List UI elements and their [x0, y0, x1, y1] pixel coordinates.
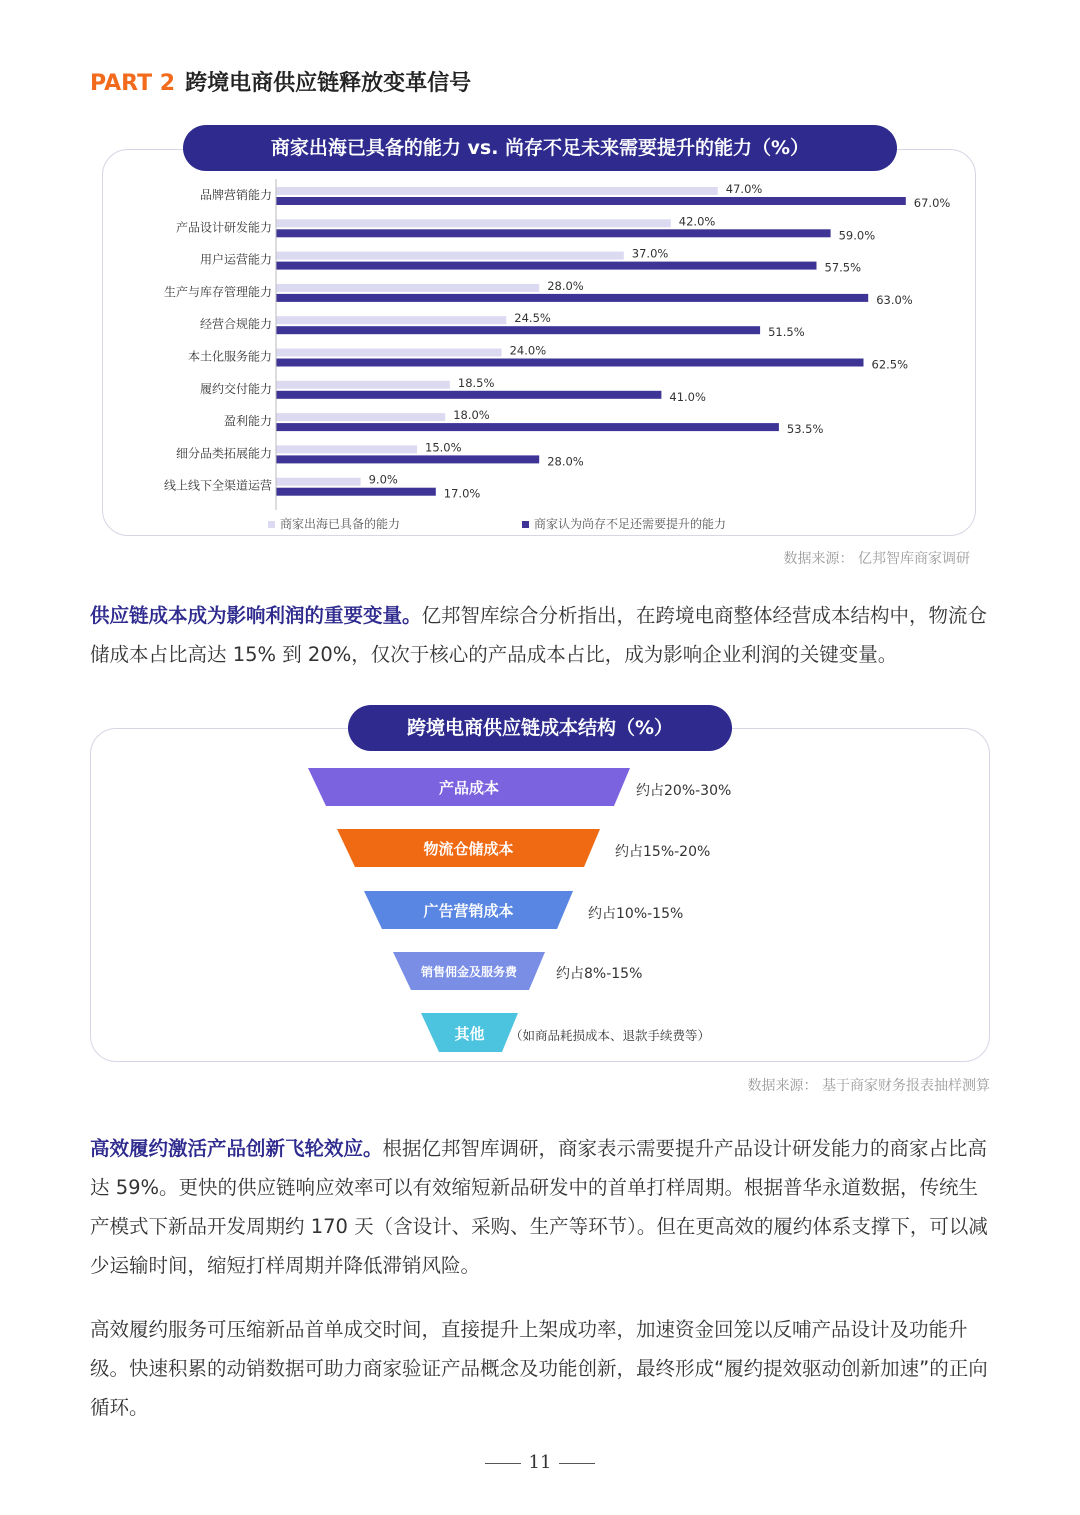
category-label: 盈利能力: [223, 414, 272, 429]
value-label-b: 63.0%: [876, 292, 913, 307]
legend-label-a: 商家出海已具备的能力: [280, 517, 401, 531]
category-label: 本土化服务能力: [187, 349, 272, 364]
category-label: 产品设计研发能力: [175, 220, 272, 235]
value-label-b: 57.5%: [824, 260, 862, 275]
category-label: 经营合规能力: [199, 317, 272, 332]
funnel-note-1: 约占20%-30%: [636, 783, 732, 799]
part-number: PART 2: [90, 71, 176, 96]
value-label-a: 15.0%: [425, 440, 462, 455]
funnel-note-5: （如商品耗损成本、退款手续费等）: [510, 1028, 711, 1043]
value-label-b: 62.5%: [871, 357, 909, 372]
legend-label-b: 商家认为尚存不足还需要提升的能力: [534, 517, 727, 531]
category-label: 用户运营能力: [199, 252, 272, 267]
funnel-title: 跨境电商供应链成本结构（%）: [348, 705, 732, 751]
value-label-a: 24.0%: [509, 343, 547, 358]
paragraph-lead: 高效履约激活产品创新飞轮效应。: [90, 1137, 383, 1160]
paragraph-body: 根据亿邦智库调研，商家表示需要提升产品设计研发能力的商家占比高达 59%。更快的供应链响应效率可以有效缩短新品研发中的首单打样周期。根据普华永道数据，传统生产模式下新品开发周期约 170 天（含设计、采购、生产等环节）。但在更高效的履约体系支撑下，可以减少运输时间，缩短打样周期并降低滞销风险。: [90, 1137, 988, 1277]
value-label-a: 42.0%: [678, 214, 716, 229]
funnel-note-2: 约占15%-20%: [615, 844, 711, 860]
paragraph-body: 高效履约服务可压缩新品首单成交时间，直接提升上架成功率，加速资金回笼以反哺产品设计及功能升级。快速积累的动销数据可助力商家验证产品概念及功能创新，最终形成“履约提效驱动创新加速”的正向循环。: [90, 1318, 988, 1419]
page-number: [0, 1452, 1080, 1473]
page-number-value: 11: [528, 1452, 552, 1473]
chart-source: 数据来源： 亿邦智库商家调研: [783, 551, 970, 567]
part-title: 跨境电商供应链释放变革信号: [185, 71, 472, 96]
page-number-line-left: [485, 1463, 521, 1464]
value-label-a: 9.0%: [368, 472, 398, 487]
value-label-b: 41.0%: [669, 389, 706, 404]
value-label-b: 67.0%: [913, 196, 951, 210]
paragraph-lead: 供应链成本成为影响利润的重要变量。: [90, 604, 422, 627]
value-label-a: 37.0%: [631, 246, 669, 261]
value-label-b: 53.5%: [786, 422, 824, 437]
value-label-a: 18.5%: [457, 375, 495, 390]
funnel-note-4: 约占8%-15%: [556, 966, 643, 982]
funnel-label-5: 其他: [454, 1025, 485, 1043]
paragraph-body: 亿邦智库综合分析指出，在跨境电商整体经营成本结构中，物流仓储成本占比高达 15% 到 20%，仅次于核心的产品成本占比，成为影响企业利润的关键变量。: [90, 604, 988, 666]
value-label-b: 51.5%: [768, 325, 805, 340]
value-label-b: 59.0%: [838, 228, 876, 243]
value-label-b: 17.0%: [443, 486, 481, 501]
funnel-note-3: 约占10%-15%: [588, 906, 684, 922]
funnel-source: 数据来源： 基于商家财务报表抽样测算: [747, 1078, 990, 1094]
category-label: 线上线下全渠道运营: [163, 478, 272, 493]
paragraph-flywheel: [90, 1129, 995, 1285]
funnel-label-3: 广告营销成本: [423, 902, 514, 920]
funnel-label-2: 物流仓储成本: [423, 840, 514, 858]
value-label-a: 24.5%: [514, 311, 551, 326]
value-label-a: 47.0%: [725, 182, 763, 196]
category-label: 履约交付能力: [199, 381, 272, 396]
funnel-label-4: 销售佣金及服务费: [420, 965, 517, 979]
category-label: 细分品类拓展能力: [175, 446, 272, 461]
page-number-line-right: [559, 1463, 595, 1464]
bar-chart-title: 商家出海已具备的能力 vs. 尚存不足未来需要提升的能力（%）: [183, 125, 897, 171]
value-label-a: 28.0%: [547, 278, 584, 293]
value-label-a: 18.0%: [453, 408, 490, 423]
category-label: 生产与库存管理能力: [163, 284, 272, 299]
category-label: 品牌营销能力: [199, 188, 272, 202]
value-label-b: 28.0%: [547, 454, 584, 469]
funnel-label-1: 产品成本: [438, 779, 499, 797]
paragraph-fulfillment: [90, 1310, 995, 1427]
